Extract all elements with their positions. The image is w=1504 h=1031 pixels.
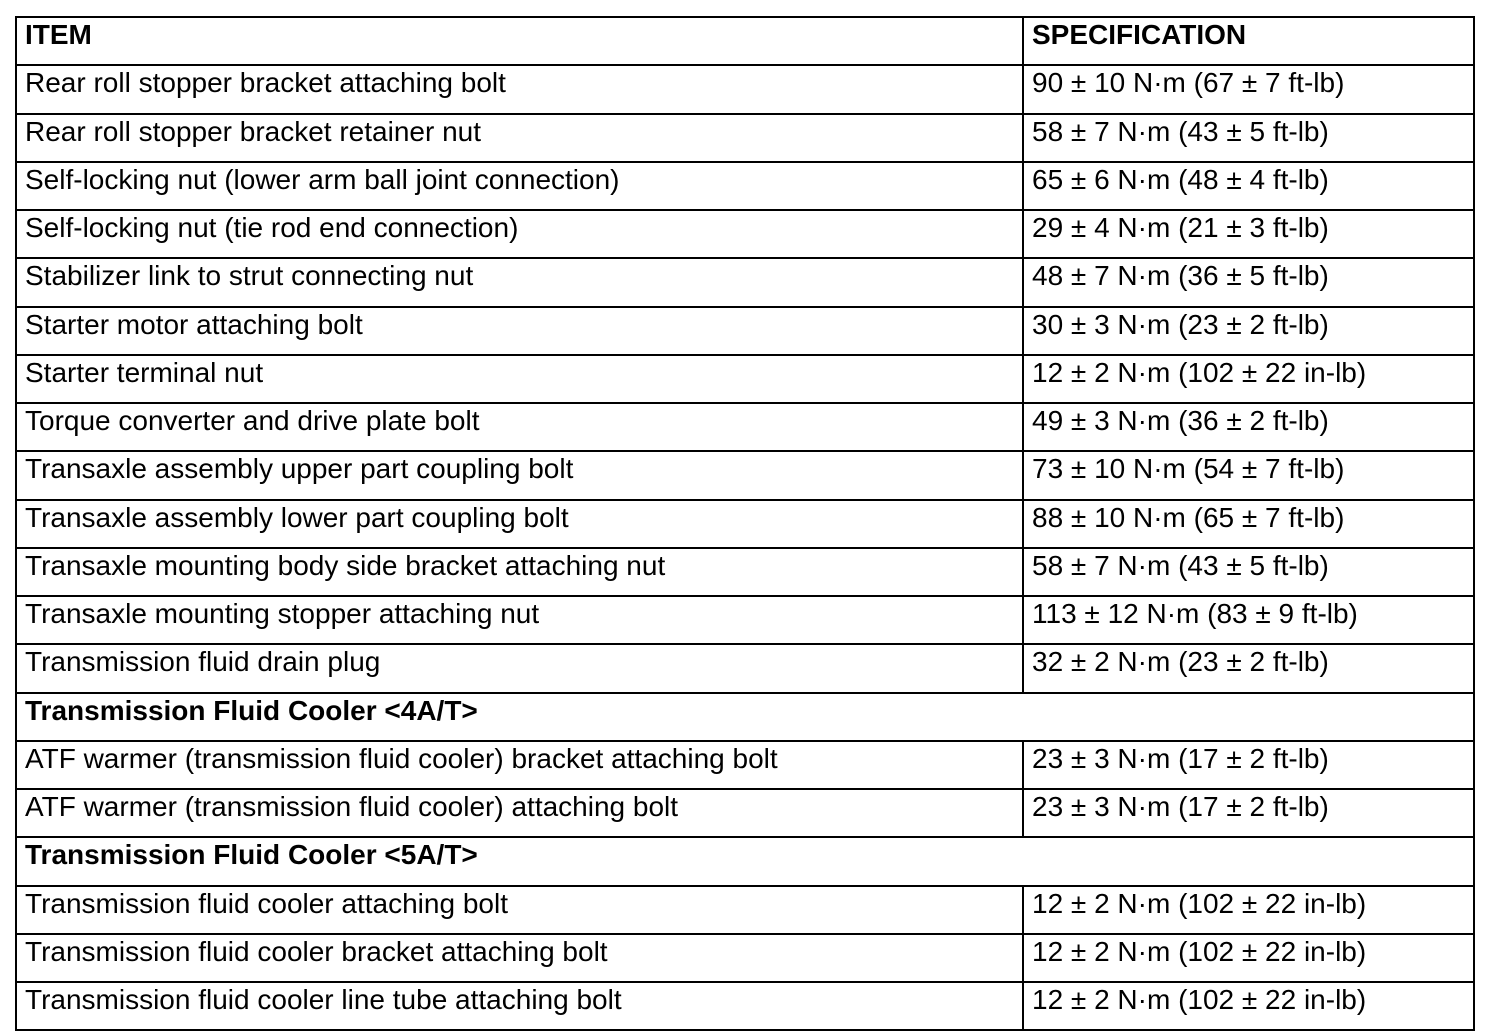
item-cell: Stabilizer link to strut connecting nut [16,258,1023,306]
item-cell: Transaxle mounting body side bracket attaching nut [16,548,1023,596]
specification-column-header: SPECIFICATION [1023,17,1474,65]
table-row [16,789,1474,837]
item-cell: Transmission fluid cooler line tube attaching bolt [16,982,1023,1030]
specification-cell: 65 ± 6 N·m (48 ± 4 ft-lb) [1023,162,1474,210]
specification-cell: 58 ± 7 N·m (43 ± 5 ft-lb) [1023,548,1474,596]
section-row [16,693,1474,741]
table-row [16,596,1474,644]
item-cell: Rear roll stopper bracket retainer nut [16,114,1023,162]
section-heading: Transmission Fluid Cooler <4A/T> [16,693,1474,741]
table-row [16,114,1474,162]
item-cell: Starter terminal nut [16,355,1023,403]
item-cell: Transaxle assembly upper part coupling bolt [16,451,1023,499]
specification-cell: 58 ± 7 N·m (43 ± 5 ft-lb) [1023,114,1474,162]
item-cell: Transaxle assembly lower part coupling bolt [16,500,1023,548]
table-row [16,886,1474,934]
table-row [16,210,1474,258]
item-cell: ATF warmer (transmission fluid cooler) bracket attaching bolt [16,741,1023,789]
item-cell: Torque converter and drive plate bolt [16,403,1023,451]
table-row [16,451,1474,499]
table-row [16,644,1474,692]
item-cell: Transaxle mounting stopper attaching nut [16,596,1023,644]
item-cell: Transmission fluid cooler attaching bolt [16,886,1023,934]
table-row [16,307,1474,355]
specification-cell: 12 ± 2 N·m (102 ± 22 in-lb) [1023,982,1474,1030]
item-cell: Transmission fluid cooler bracket attaching bolt [16,934,1023,982]
specification-cell: 49 ± 3 N·m (36 ± 2 ft-lb) [1023,403,1474,451]
specification-cell: 23 ± 3 N·m (17 ± 2 ft-lb) [1023,789,1474,837]
specification-cell: 90 ± 10 N·m (67 ± 7 ft-lb) [1023,65,1474,113]
specification-cell: 12 ± 2 N·m (102 ± 22 in-lb) [1023,355,1474,403]
table-row [16,548,1474,596]
specification-cell: 32 ± 2 N·m (23 ± 2 ft-lb) [1023,644,1474,692]
table-row [16,162,1474,210]
section-row [16,837,1474,885]
table-row [16,982,1474,1030]
table-row [16,741,1474,789]
specification-table [15,16,1475,1031]
item-cell: ATF warmer (transmission fluid cooler) attaching bolt [16,789,1023,837]
item-cell: Rear roll stopper bracket attaching bolt [16,65,1023,113]
specification-cell: 12 ± 2 N·m (102 ± 22 in-lb) [1023,886,1474,934]
header-row [16,17,1474,65]
table-row [16,65,1474,113]
table-row [16,258,1474,306]
item-cell: Starter motor attaching bolt [16,307,1023,355]
item-cell: Transmission fluid drain plug [16,644,1023,692]
specification-cell: 88 ± 10 N·m (65 ± 7 ft-lb) [1023,500,1474,548]
specification-cell: 73 ± 10 N·m (54 ± 7 ft-lb) [1023,451,1474,499]
table-body [16,65,1474,1030]
item-column-header: ITEM [16,17,1023,65]
specification-cell: 29 ± 4 N·m (21 ± 3 ft-lb) [1023,210,1474,258]
table-row [16,403,1474,451]
table-row [16,500,1474,548]
specification-cell: 30 ± 3 N·m (23 ± 2 ft-lb) [1023,307,1474,355]
specification-cell: 12 ± 2 N·m (102 ± 22 in-lb) [1023,934,1474,982]
specification-cell: 113 ± 12 N·m (83 ± 9 ft-lb) [1023,596,1474,644]
specification-cell: 23 ± 3 N·m (17 ± 2 ft-lb) [1023,741,1474,789]
table-row [16,355,1474,403]
table-row [16,934,1474,982]
item-cell: Self-locking nut (tie rod end connection) [16,210,1023,258]
item-cell: Self-locking nut (lower arm ball joint connection) [16,162,1023,210]
section-heading: Transmission Fluid Cooler <5A/T> [16,837,1474,885]
specification-cell: 48 ± 7 N·m (36 ± 5 ft-lb) [1023,258,1474,306]
